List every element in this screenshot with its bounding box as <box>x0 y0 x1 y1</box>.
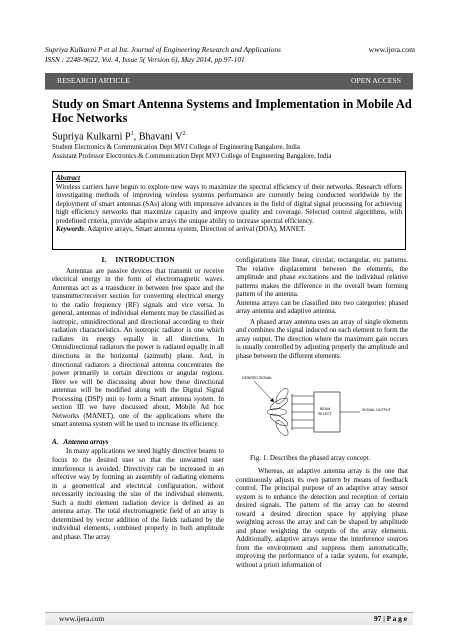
keywords-label: Keywords <box>56 225 84 233</box>
subsection-antenna-arrays: A. Antenna arrays <box>52 437 109 446</box>
right-paragraph-1: configurations like linear, circular, rectangular, etc patterns. The relative displacement between the elements, the amplitude and phase excitations and the individual relative patterns makes the difference in the overall beam forming pattern of the antenna. <box>236 256 408 299</box>
right-paragraph-3: A phased array antenna uses an array of single elements and combines the signal induced on each element to form the array output. The direction where the maximum gain occurs is usually controlled by adjusting properly the amplitude and phase between the different elements. <box>236 317 408 361</box>
right-column-top <box>236 256 408 361</box>
authors <box>52 131 185 142</box>
author-separator: , <box>133 131 139 143</box>
right-paragraph-4: Whereas, an adaptive antenna array is the one that continuously adjusts its own pattern by means of feedback control. The principal purpose of an adaptive array sensor system is to enhance the detection and reception of certain desired signals. The pattern of the array can be steered toward a desired direction space by applying phase weighting across the array and can be shaped by amplitude and phase weighting the outputs of the array elements. Additionally, adaptive arrays sense the interference sources from the environment and suppress them automatically, improving the performance of a radar system, for example, without a priori information of <box>236 467 408 570</box>
keywords-text: : Adaptive arrays, Smart antenna system, Direction of arrival (DOA), MANET. <box>84 225 306 233</box>
header-citation <box>45 45 345 64</box>
fig-label-desired-signal: DESIRED SIGNAL <box>242 376 273 380</box>
phased-array-diagram <box>236 374 401 450</box>
banner-research-article: RESEARCH ARTICLE <box>57 76 130 85</box>
left-column <box>52 256 224 542</box>
antenna-arrays-paragraph: In many applications we need highly directive beams to focus to the desired user so that the unwanted user interference is avoided. Directivity can be increased in an effective way by forming an assembly of radiating elements in a geometrical and electrical configuration, without necessarily increasing the size of the individual elements. Such a multi element radiation device is defined as an antenna array. The total electromagnetic field of an array is determined by vector addition of the fields radiated by the individual elements, combined properly in both amplitude and phase. The array <box>52 447 224 541</box>
fig-label-beam: BEAM <box>320 407 331 411</box>
right-column-bottom <box>236 467 408 570</box>
abstract-heading: Abstract <box>56 174 81 182</box>
section-heading-introduction: I. INTRODUCTION <box>101 255 175 264</box>
abstract-text: Wireless carriers have begun to explore new ways to maximize the spectral efficiency of their networks. Research efforts investigating methods of improving wireless systems performance are currently being conducted worldwide by the deployment of smart antennas (SAs) along with impressive advances in the field of digital signal processing for achieving high efficiency networks that maximize capacity and improve quality and coverage. Selected control algorithms, with predefined criteria, provide adaptive arrays the unique ability to increase spectral efficiency. <box>56 182 402 225</box>
article-banner <box>45 73 413 89</box>
desired-signal-arrow <box>254 381 274 402</box>
fig-label-select: SELECT <box>318 412 332 416</box>
citation-line-2: ISSN : 2248-9622, Vol. 4, Issue 5( Version 6), May 2014, pp.97-101 <box>45 54 245 64</box>
citation-line-1: Supriya Kulkarni P et al Int. Journal of Engineering Research and Applications <box>45 45 281 54</box>
intro-paragraph: Antennas are passive devices that transmit or receive electrical energy in the form of electromagnetic waves. Antennas act as a transducer in between free space and the transmitter/receiver section for converting electrical energy to the radio frequency (RF) signals and vice versa. In general, antennas of individual elements may be classified as isotropic, omnidirectional and directional according to their radiation characteristics. An isotropic radiator is one which radiates its energy equally in all directions. In Omnidirectional radiators the power is radiated equally in all directions in the horizontal (azimuth) plane. And, in directional radiators a directional antenna concentrates the power primarily in certain directions or angular regions. Here we will be discussing about how these directional antennas will be modified along with the Digital Signal Processing (DSP) unit to form a Smart antenna system. In section III we have discussed about, Mobile Ad hoc Networks (MANET), one of the applications where the smart antenna system will be used to increase its efficiency. <box>52 266 224 429</box>
affiliation-1: Student Electronics & Communication Dept MVJ College of Engineering Bangalore, India <box>52 144 300 151</box>
paper-title: Study on Smart Antenna Systems and Implementation in Mobile Ad Hoc Networks <box>52 97 412 125</box>
footer-page-number: 97 | P a g e <box>373 614 407 623</box>
author-2-sup: 2 <box>182 131 186 137</box>
header-url[interactable]: www.ijera.com <box>368 45 415 54</box>
author-1: Supriya Kulkarni P <box>52 131 131 143</box>
affiliation-2: Assistant Professor Electronics & Communication Dept MVJ College of Engineering Bangalore, India <box>52 152 332 160</box>
keywords-line <box>56 225 402 234</box>
right-paragraph-2: Antenna arrays can be classified into two categories: phased array antenna and adaptive antenna. <box>236 298 408 316</box>
beam-lobes <box>267 386 290 437</box>
antenna-elements <box>292 394 314 430</box>
author-2: Bhavani V <box>138 131 183 143</box>
fig-label-signal-output: SIGNAL OUTPUT <box>362 408 391 412</box>
footer-url[interactable]: www.ijera.com <box>59 614 105 623</box>
figure-phased-array <box>236 374 401 450</box>
affiliations <box>52 144 412 161</box>
figure-caption: Fig. 1. Describes the phased array concept. <box>250 454 371 462</box>
banner-open-access: OPEN ACCESS <box>350 76 401 85</box>
page-footer <box>45 612 413 625</box>
abstract-box <box>52 171 406 250</box>
author-1-sup: 1 <box>130 131 134 137</box>
